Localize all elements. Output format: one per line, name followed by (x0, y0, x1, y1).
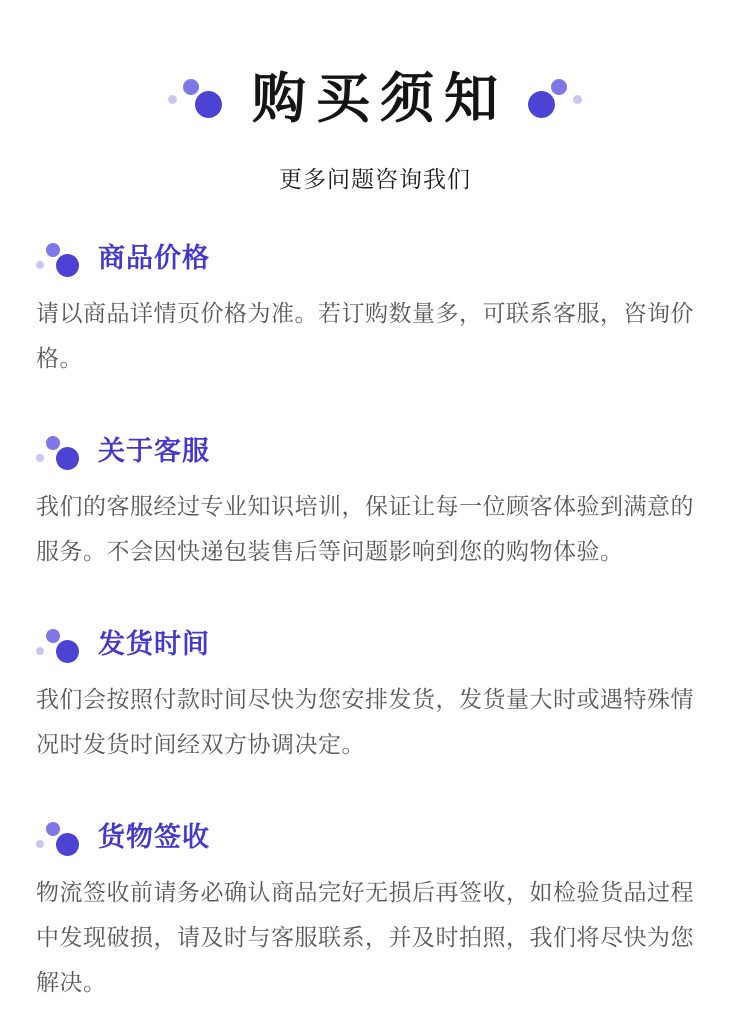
dot-small-icon (36, 647, 44, 655)
dot-small-icon (573, 95, 582, 104)
dots-decoration-right-icon (528, 78, 584, 120)
page-header (36, 0, 714, 130)
dot-large-icon (56, 640, 79, 663)
dot-large-icon (528, 91, 555, 118)
page-subtitle: 更多问题咨询我们 (279, 166, 471, 192)
dot-medium-icon (46, 822, 60, 836)
dot-small-icon (168, 95, 177, 104)
dot-small-icon (36, 454, 44, 462)
section-product-price (36, 238, 714, 381)
dot-medium-icon (46, 436, 60, 450)
section-shipping-time (36, 624, 714, 767)
section-heading-row (36, 817, 714, 857)
page-title: 购买须知 (252, 69, 508, 129)
section-body: 请以商品详情页价格为准。若订购数量多，可联系客服，咨询价格。 (36, 300, 694, 371)
dot-medium-icon (551, 79, 567, 95)
dots-bullet-icon (36, 238, 81, 278)
section-customer-service (36, 431, 714, 574)
dot-medium-icon (46, 629, 60, 643)
section-title: 商品价格 (98, 243, 210, 273)
dot-large-icon (56, 254, 79, 277)
section-heading-row (36, 431, 714, 471)
section-title: 发货时间 (98, 629, 210, 659)
section-heading-row (36, 624, 714, 664)
dot-large-icon (56, 447, 79, 470)
dot-medium-icon (46, 243, 60, 257)
dot-small-icon (36, 840, 44, 848)
dots-decoration-left-icon (166, 78, 222, 120)
dot-large-icon (56, 833, 79, 856)
dots-bullet-icon (36, 431, 81, 471)
section-body: 我们会按照付款时间尽快为您安排发货，发货量大时或遇特殊情况时发货时间经双方协调决定。 (36, 686, 694, 757)
dots-bullet-icon (36, 624, 81, 664)
section-body: 物流签收前请务必确认商品完好无损后再签收，如检验货品过程中发现破损，请及时与客服联系，并及时拍照，我们将尽快为您解决。 (36, 879, 694, 995)
dot-large-icon (195, 91, 222, 118)
section-title: 货物签收 (98, 822, 210, 852)
dots-bullet-icon (36, 817, 81, 857)
dot-medium-icon (183, 79, 199, 95)
section-title: 关于客服 (98, 436, 210, 466)
section-goods-receipt (36, 817, 714, 1005)
section-body: 我们的客服经过专业知识培训，保证让每一位顾客体验到满意的服务。不会因快递包装售后等问题影响到您的购物体验。 (36, 493, 694, 564)
section-heading-row (36, 238, 714, 278)
dot-small-icon (36, 261, 44, 269)
